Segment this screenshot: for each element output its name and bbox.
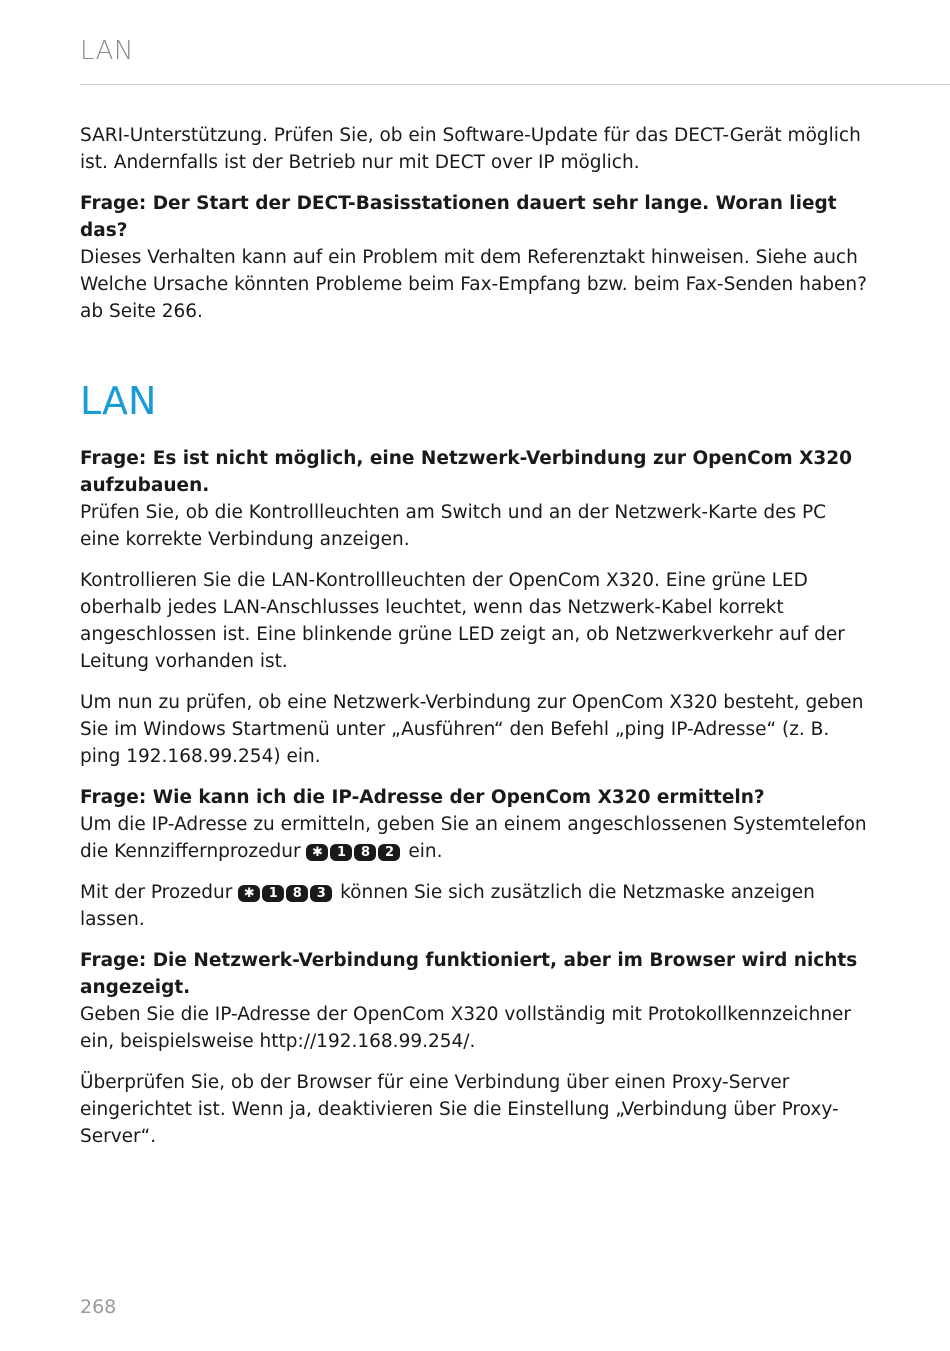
section-heading-lan: LAN bbox=[80, 379, 157, 423]
digit-key-icon: 8 bbox=[354, 844, 376, 861]
running-header-title: LAN bbox=[80, 36, 134, 66]
header-divider bbox=[80, 84, 950, 85]
digit-key-icon: 3 bbox=[310, 885, 332, 902]
answer-text: Mit der Prozedur bbox=[80, 882, 239, 903]
faq-question-browser: Frage: Die Netzwerk-Verbindung funktioniert, aber im Browser wird nichts angezeigt. bbox=[80, 950, 858, 998]
faq-answer-network-connection-p1: Prüfen Sie, ob die Kontrollleuchten am Switch und an der Netzwerk-Karte des PC eine korrekte Verbindung anzeigen. bbox=[80, 502, 827, 550]
answer-text: können Sie sich zusätzlich die Netzmaske anzeigen lassen. bbox=[80, 882, 815, 930]
faq-question-dect-start: Frage: Der Start der DECT-Basisstationen dauert sehr lange. Woran liegt das? bbox=[80, 193, 837, 241]
faq-answer-browser-p1: Geben Sie die IP-Adresse der OpenCom X320 vollständig mit Protokollkennzeichner ein, beispielsweise http://192.168.99.254/. bbox=[80, 1004, 852, 1052]
faq-question-ip-address: Frage: Wie kann ich die IP-Adresse der OpenCom X320 ermitteln? bbox=[80, 787, 765, 808]
page-body bbox=[80, 122, 870, 1164]
page-number: 268 bbox=[80, 1296, 117, 1318]
digit-key-icon: 1 bbox=[330, 844, 352, 861]
faq-question-network-connection: Frage: Es ist nicht möglich, eine Netzwerk-Verbindung zur OpenCom X320 aufzubauen. bbox=[80, 448, 853, 496]
intro-paragraph: SARI-Unterstützung. Prüfen Sie, ob ein Software-Update für das DECT-Gerät möglich ist. Andernfalls ist der Betrieb nur mit DECT over IP möglich. bbox=[80, 125, 861, 173]
faq-answer-dect-start: Dieses Verhalten kann auf ein Problem mit dem Referenztakt hinweisen. Siehe auch Welche Ursache könnten Probleme beim Fax-Empfang bzw. beim Fax-Senden haben? ab Seite 266. bbox=[80, 247, 867, 322]
faq-answer-ip-address-p2 bbox=[80, 879, 870, 933]
faq-answer-network-connection-p2: Kontrollieren Sie die LAN-Kontrollleuchten der OpenCom X320. Eine grüne LED oberhalb jedes LAN-Anschlusses leuchtet, wenn das Netzwerk-Kabel korrekt angeschlossen ist. Eine blinkende grüne LED zeigt an, ob Netzwerkverkehr auf der Leitung vorhanden ist. bbox=[80, 570, 845, 672]
faq-answer-browser-p2: Überprüfen Sie, ob der Browser für eine Verbindung über einen Proxy-Server eingerichtet ist. Wenn ja, deaktivieren Sie die Einstellung „Verbindung über Proxy-Server“. bbox=[80, 1072, 839, 1147]
faq-answer-network-connection-p3: Um nun zu prüfen, ob eine Netzwerk-Verbindung zur OpenCom X320 besteht, geben Sie im Windows Startmenü unter „Ausführen“ den Befehl „ping IP-Adresse“ (z. B. ping 192.168.99.254) ein. bbox=[80, 692, 864, 767]
digit-key-icon: 8 bbox=[286, 885, 308, 902]
faq-answer-ip-address-p1 bbox=[80, 811, 870, 865]
digit-key-icon: 1 bbox=[262, 885, 284, 902]
answer-text: ein. bbox=[402, 841, 443, 862]
digit-key-icon: 2 bbox=[378, 844, 400, 861]
star-key-icon: ✱ bbox=[306, 844, 328, 861]
answer-text: Um die IP-Adresse zu ermitteln, geben Sie an einem angeschlossenen Systemtelefon die Kennziffernprozedur bbox=[80, 814, 867, 862]
star-key-icon: ✱ bbox=[238, 885, 260, 902]
